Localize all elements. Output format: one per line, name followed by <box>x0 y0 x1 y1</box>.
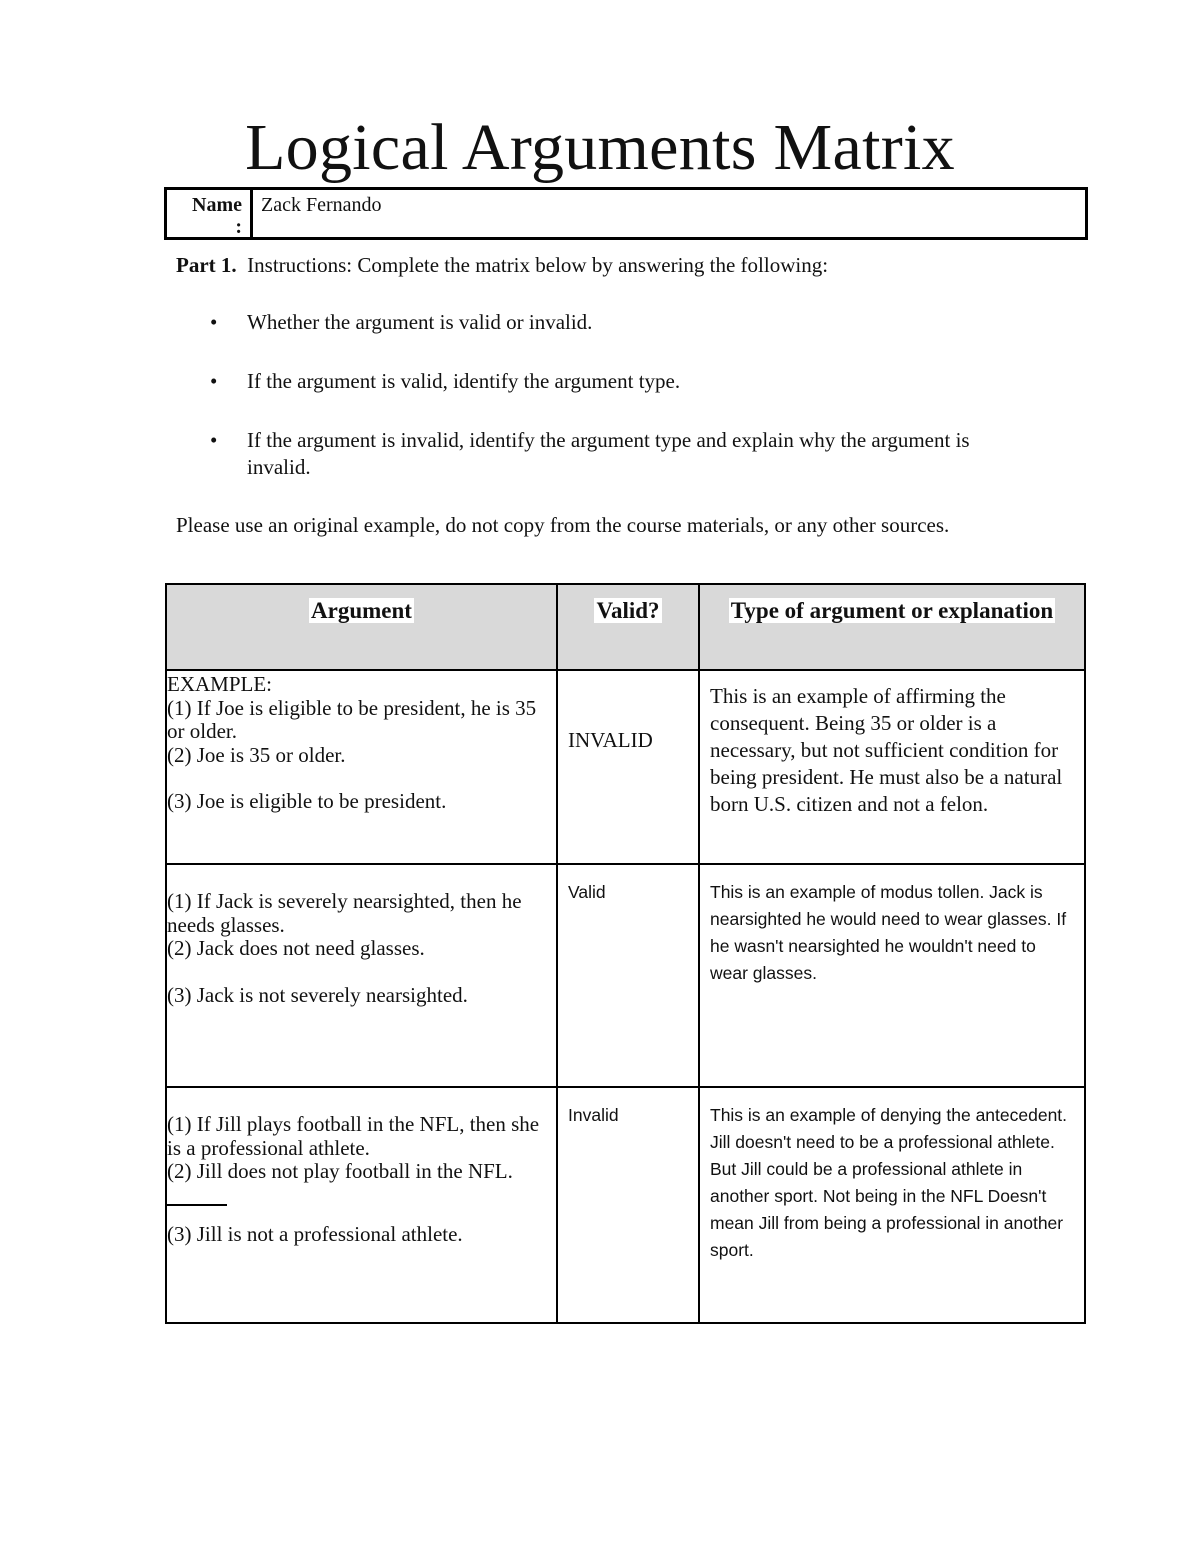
argument-conclusion: (3) Jack is not severely nearsighted. <box>167 982 468 1007</box>
argument-line: (2) Jill does not play football in the NFL. <box>167 1159 513 1183</box>
validity-value: Valid <box>568 882 606 902</box>
name-label <box>167 190 253 237</box>
bullet-text: Whether the argument is valid or invalid. <box>247 310 593 334</box>
validity-value: INVALID <box>568 728 653 752</box>
argument-cell <box>166 670 557 864</box>
table-row <box>166 670 1085 864</box>
name-value: Zack Fernando <box>261 194 382 216</box>
valid-cell <box>557 670 699 864</box>
explanation-cell <box>699 1087 1085 1323</box>
header-explanation: Type of argument or explanation <box>699 584 1085 670</box>
explanation-cell <box>699 670 1085 864</box>
table-row <box>166 864 1085 1087</box>
bullet-marker: • <box>210 428 218 452</box>
valid-cell <box>557 1087 699 1323</box>
argument-line: (1) If Jack is severely nearsighted, then he needs glasses. <box>167 889 522 937</box>
name-label-text: Name <box>192 194 242 216</box>
table-row <box>166 1087 1085 1323</box>
explanation-text: This is an example of denying the antecedent. Jill doesn't need to be a professional athlete. But Jill could be a professional athlete in another sport. Not being in the NFL Doesn't mean Jill from being a professional in another sport. <box>710 1105 1068 1260</box>
arguments-matrix <box>165 583 1086 1324</box>
bullet-text: If the argument is valid, identify the argument type. <box>247 369 681 393</box>
bullet-marker: • <box>210 310 218 334</box>
argument-cell <box>166 864 557 1087</box>
argument-line: (2) Jack does not need glasses. <box>167 936 425 960</box>
bullet-marker: • <box>210 369 218 393</box>
bullet-item <box>210 368 970 395</box>
argument-line: (1) If Jill plays football in the NFL, then she is a professional athlete. <box>167 1112 540 1160</box>
conclusion-rule <box>167 1184 556 1212</box>
argument-conclusion: (3) Jill is not a professional athlete. <box>167 1222 463 1246</box>
name-label-colon: : <box>235 216 242 238</box>
header-valid: Valid? <box>557 584 699 670</box>
explanation-text: This is an example of modus tollen. Jack is nearsighted he would need to wear glasses. If he wasn't nearsighted he wouldn't need to wear glasses. <box>710 882 1067 983</box>
argument-cell <box>166 1087 557 1323</box>
header-row <box>166 584 1085 670</box>
validity-value: Invalid <box>568 1105 619 1125</box>
instruction-bullets <box>210 309 970 513</box>
argument-conclusion: (3) Joe is eligible to be president. <box>167 789 447 813</box>
explanation-text: This is an example of affirming the consequent. Being 35 or older is a necessary, but not sufficient condition for being president. He must also be a natural born U.S. citizen and not a felon. <box>710 684 1063 816</box>
part-label: Part 1. <box>176 253 237 277</box>
originality-note: Please use an original example, do not copy from the course materials, or any other sources. <box>176 513 950 537</box>
header-argument: Argument <box>166 584 557 670</box>
instructions-text: Instructions: Complete the matrix below by answering the following: <box>247 253 829 277</box>
bullet-text: If the argument is invalid, identify the argument type and explain why the argument is invalid. <box>247 428 970 479</box>
page-title: Logical Arguments Matrix <box>245 111 955 184</box>
argument-line: (1) If Joe is eligible to be president, he is 35 or older. <box>167 695 537 743</box>
argument-line: EXAMPLE: <box>167 672 272 696</box>
argument-line: (2) Joe is 35 or older. <box>167 742 346 767</box>
name-field-box <box>164 187 1088 240</box>
explanation-cell <box>699 864 1085 1087</box>
instructions-line <box>176 252 828 278</box>
valid-cell <box>557 864 699 1087</box>
bullet-item <box>210 427 970 481</box>
bullet-item <box>210 309 970 336</box>
